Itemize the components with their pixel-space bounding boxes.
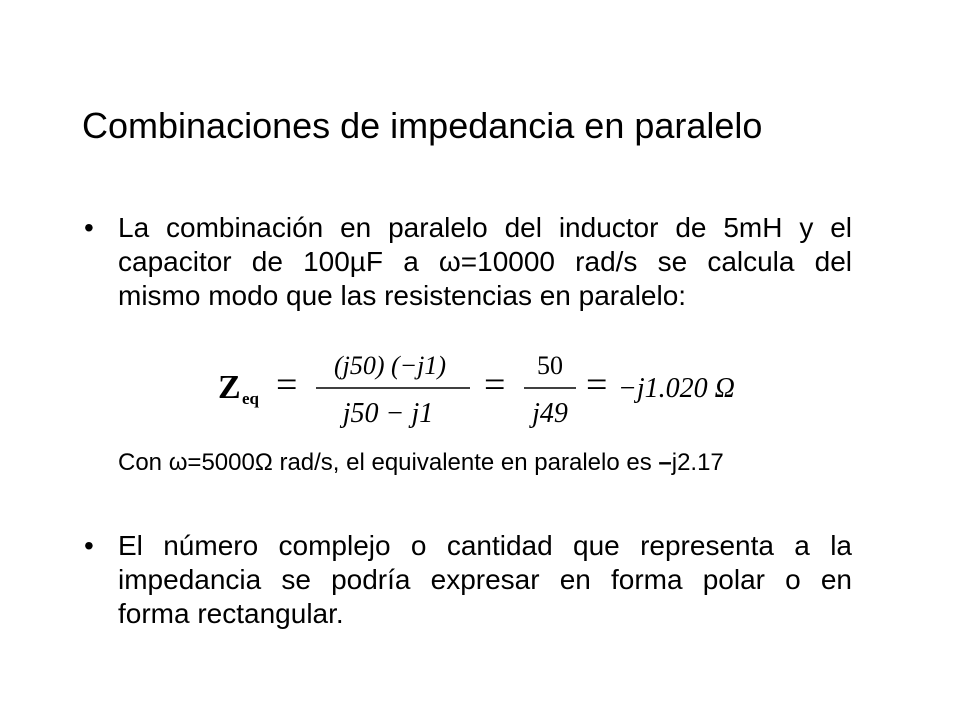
bullet-item-2 bbox=[84, 529, 852, 631]
note-minus-sign: – bbox=[658, 449, 672, 476]
equals-sign-2: = bbox=[484, 364, 506, 406]
equation-lhs: Z bbox=[218, 369, 241, 406]
fraction-2-denominator: j49 bbox=[532, 398, 568, 429]
bullet-2-line-1: El número complejo o cantidad que representa a la bbox=[118, 530, 852, 561]
bullet-1-line-3: mismo modo que las resistencias en paralelo: bbox=[118, 280, 687, 311]
note-value: j2.17 bbox=[671, 449, 724, 476]
impedance-equation bbox=[214, 342, 774, 446]
bullet-1-line-2: capacitor de 100µF a ω=10000 rad/s se calcula del bbox=[118, 246, 852, 277]
fraction-1-numerator: (j50) (−j1) bbox=[333, 351, 447, 380]
fraction-1-denominator: j50 − j1 bbox=[342, 398, 434, 429]
note-prefix: Con ω=5000Ω rad/s, el equivalente en paralelo es bbox=[118, 449, 659, 476]
equivalent-note bbox=[118, 448, 724, 478]
bullet-text-2 bbox=[118, 529, 852, 631]
bullet-icon: • bbox=[84, 212, 94, 243]
bullet-icon: • bbox=[84, 530, 94, 561]
equals-sign-1: = bbox=[276, 364, 298, 406]
bullet-2-line-3: forma rectangular. bbox=[118, 598, 344, 629]
fraction-2-numerator: 50 bbox=[537, 351, 563, 380]
equation-lhs-subscript: eq bbox=[242, 389, 259, 408]
slide-title: Combinaciones de impedancia en paralelo bbox=[82, 105, 763, 146]
bullet-item-1 bbox=[84, 211, 852, 313]
bullet-1-line-1: La combinación en paralelo del inductor de 5mH y el bbox=[118, 212, 852, 243]
bullet-2-line-2: impedancia se podría expresar en forma polar o en bbox=[118, 564, 852, 595]
equals-sign-3: = bbox=[586, 364, 608, 406]
bullet-text-1 bbox=[118, 211, 852, 313]
equation-result: −j1.020 Ω bbox=[618, 373, 735, 404]
